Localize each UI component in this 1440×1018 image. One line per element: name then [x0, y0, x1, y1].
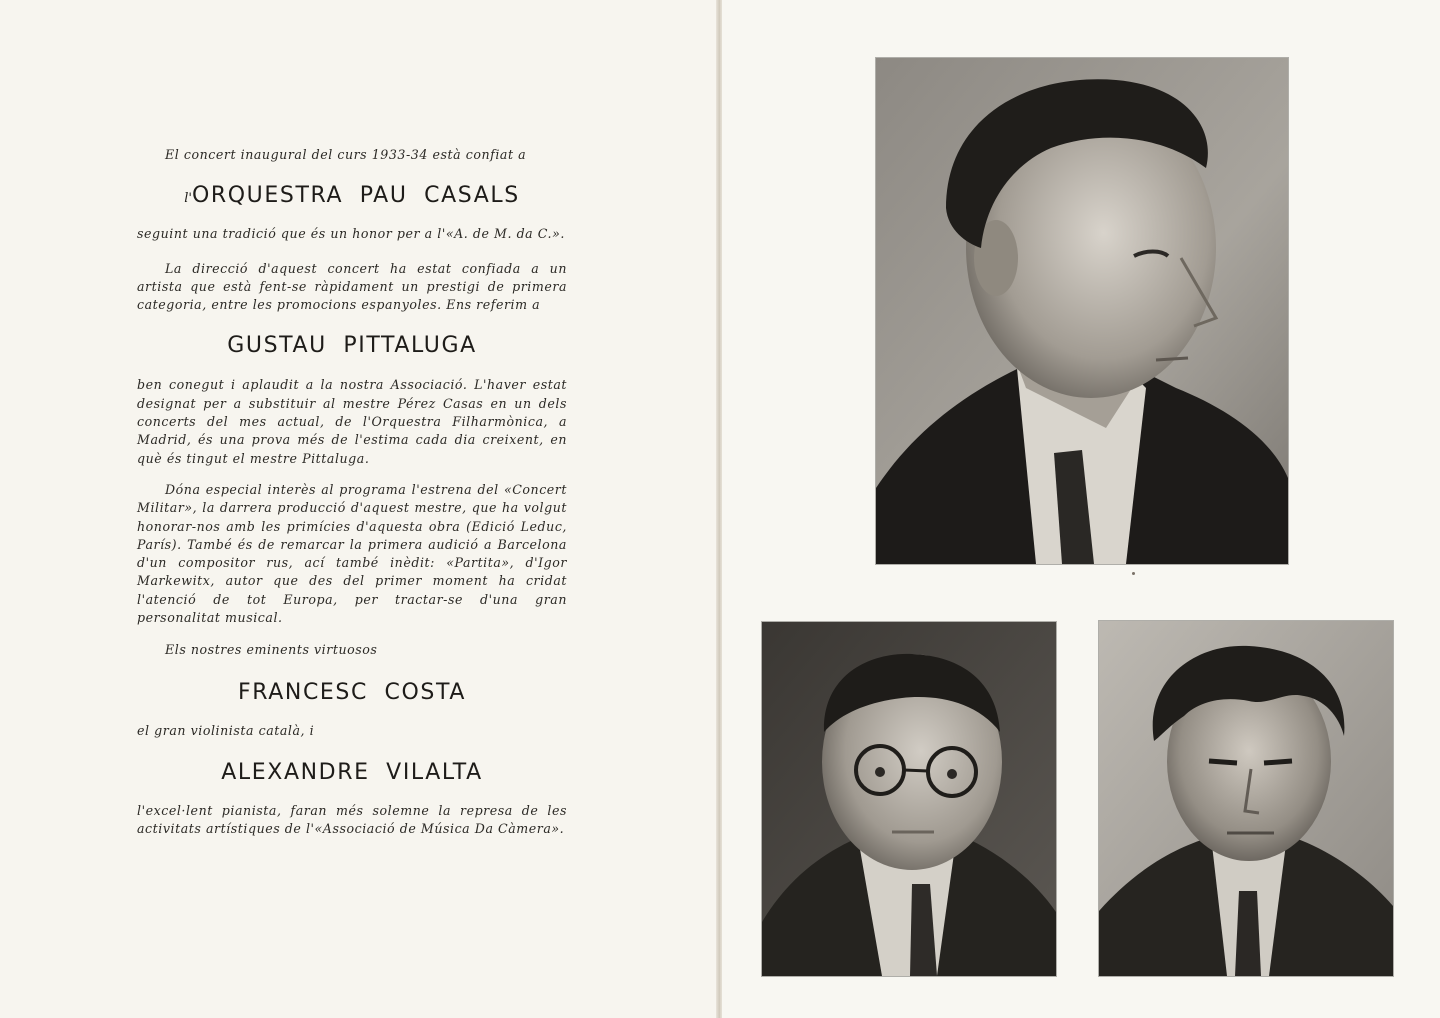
direction-paragraph: La direcció d'aquest concert ha estat confiada a un artista que està fent-se ràpidament un prestigi de primera categoria, entre les promocions espanyoles. Ens referim a	[137, 260, 567, 313]
orchestra-prefix: l'	[184, 191, 192, 207]
tousled-hair-portrait-image	[1099, 621, 1393, 976]
pianist-paragraph: l'excel·lent pianista, faran més solemne la represa de les activitats artístiques de l'«Associació de Música Da Càmera».	[137, 802, 567, 837]
conductor-paragraph: ben conegut i aplaudit a la nostra Associació. L'haver estat designat per a substituir al mestre Pérez Casas en un dels concerts del mes actual, de l'Orquestra Filharmònica, a Madrid, és una prova més de l'estima cada dia creixent, en què és tingut el mestre Pittaluga.	[137, 377, 567, 466]
tousled-hair-portrait-photo	[1099, 621, 1393, 976]
tradition-paragraph: seguint una tradició que és un honor per a l'«A. de M. da C.».	[137, 226, 565, 242]
violinist-heading: FRANCESC COSTA	[238, 679, 466, 705]
print-speck	[1132, 572, 1135, 575]
left-page	[0, 0, 718, 1018]
violinist-paragraph: el gran violinista català, i	[137, 722, 315, 738]
virtuosos-intro: Els nostres eminents virtuosos	[165, 642, 378, 658]
glasses-portrait-image	[762, 622, 1056, 976]
orchestra-heading	[137, 183, 567, 208]
conductor-portrait-photo	[876, 58, 1288, 564]
intro-paragraph: El concert inaugural del curs 1933-34 està confiat a	[165, 147, 527, 162]
orchestra-name: ORQUESTRA PAU CASALS	[191, 183, 520, 209]
conductor-portrait-image	[876, 58, 1288, 564]
conductor-heading: GUSTAU PITTALUGA	[227, 333, 477, 359]
article-text	[137, 140, 567, 839]
program-paragraph: Dóna especial interès al programa l'estrena del «Concert Militar», la darrera producció d'aquest mestre, que ha volgut honorar-nos amb les primícies d'aquesta obra (Edició Leduc, París). També és de remarcar la primera audició a Barcelona d'un compositor rus, ací també inèdit: «Partita», d'Igor Markewitx, autor que des del primer moment ha cridat l'atenció de tot Europa, per tractar-se d'una gran personalitat musical.	[137, 481, 567, 626]
glasses-portrait-photo	[762, 622, 1056, 976]
right-page	[722, 0, 1440, 1018]
pianist-heading: ALEXANDRE VILALTA	[221, 759, 483, 785]
